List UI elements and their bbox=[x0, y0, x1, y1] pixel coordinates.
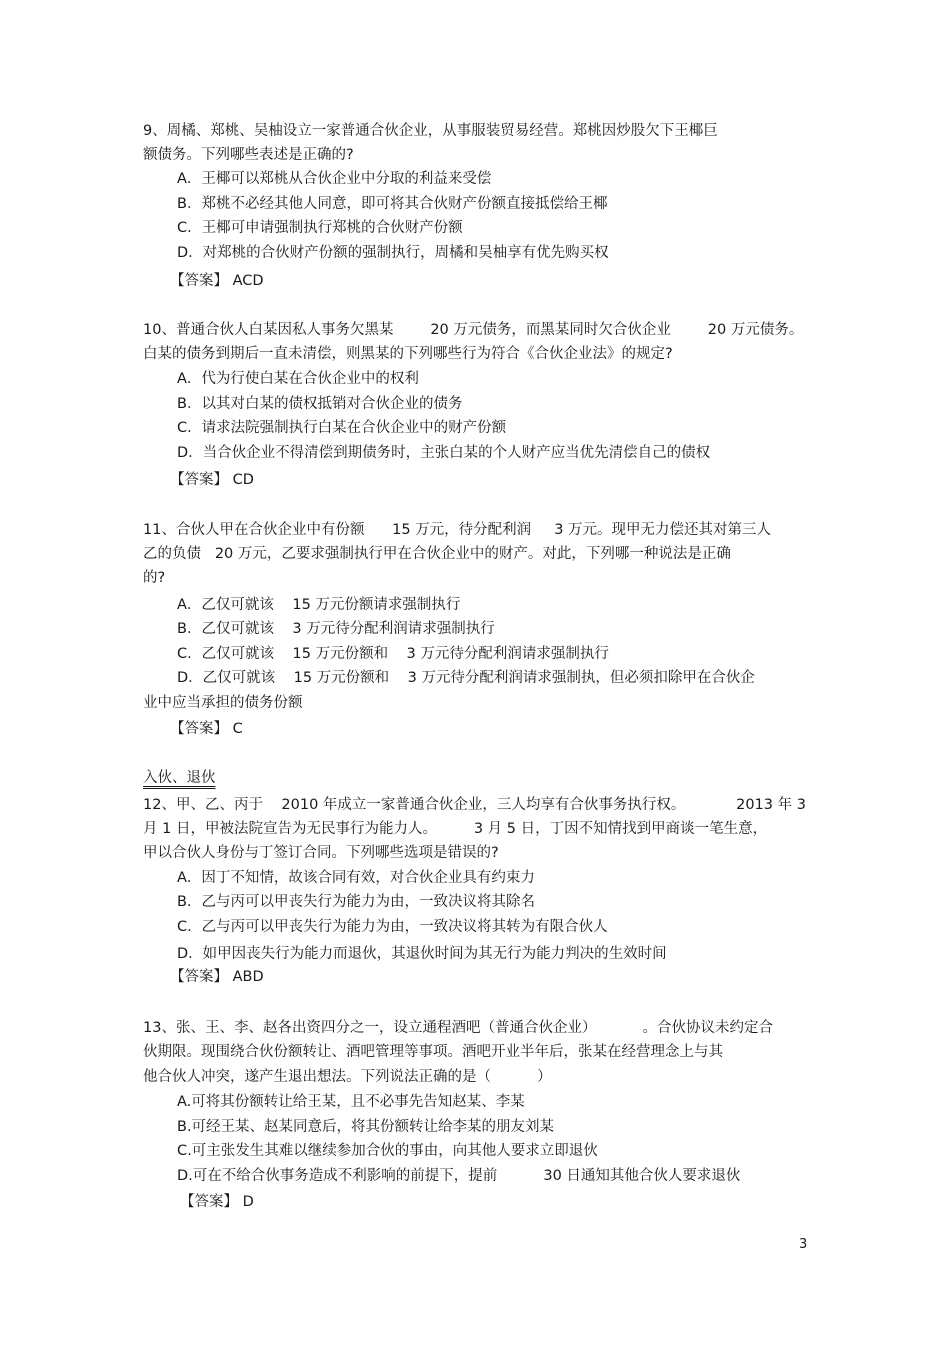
q12-stem-line-1: 12、甲、乙、丙于 2010 年成立一家普通合伙企业，三人均享有合伙事务执行权。 2013 年 3 bbox=[143, 797, 806, 813]
q12-option-b: B．乙与丙可以甲丧失行为能力为由，一致决议将其除名 bbox=[177, 894, 535, 910]
page-number: 3 bbox=[799, 1237, 808, 1252]
q11-option-c: C．乙仅可就该 15 万元份额和 3 万元待分配利润请求强制执行 bbox=[177, 646, 609, 662]
q11-option-b: B．乙仅可就该 3 万元待分配利润请求强制执行 bbox=[177, 621, 495, 637]
q10-answer: 【答案】 CD bbox=[170, 472, 254, 488]
q10-stem-line-2: 白某的债务到期后一直未清偿，则黑某的下列哪些行为符合《合伙企业法》的规定? bbox=[143, 346, 673, 362]
section-title: 入伙、退伙 bbox=[143, 770, 216, 786]
q9-stem-line-1: 9、周橘、郑桃、吴柚设立一家普通合伙企业，从事服装贸易经营。郑桃因炒股欠下王椰巨 bbox=[143, 123, 718, 139]
q10-stem-line-1: 10、普通合伙人白某因私人事务欠黑某 20 万元债务，而黑某同时欠合伙企业 20 万元债务。 bbox=[143, 322, 804, 338]
q13-option-b: B.可经王某、赵某同意后，将其份额转让给李某的朋友刘某 bbox=[177, 1119, 555, 1135]
q9-stem-line-2: 额债务。下列哪些表述是正确的? bbox=[143, 147, 354, 163]
q13-stem-line-1: 13、张、王、李、赵各出资四分之一，设立通程酒吧（普通合伙企业） 。合伙协议未约定合 bbox=[143, 1020, 774, 1036]
q10-option-d: D．当合伙企业不得清偿到期债务时，主张白某的个人财产应当优先清偿自己的债权 bbox=[177, 445, 711, 461]
q11-option-d-continuation: 业中应当承担的债务份额 bbox=[143, 695, 303, 711]
q9-option-a: A．王椰可以郑桃从合伙企业中分取的利益来受偿 bbox=[177, 171, 492, 187]
q11-stem-line-1: 11、合伙人甲在合伙企业中有份额 15 万元，待分配利润 3 万元。现甲无力偿还其对第三人 bbox=[143, 522, 772, 538]
q11-stem-line-2: 乙的负债 20 万元，乙要求强制执行甲在合伙企业中的财产。对此，下列哪一种说法是正确 bbox=[143, 546, 731, 562]
q13-option-a: A.可将其份额转让给王某，且不必事先告知赵某、李某 bbox=[177, 1094, 525, 1110]
q9-option-c: C．王椰可申请强制执行郑桃的合伙财产份额 bbox=[177, 220, 463, 236]
q11-option-d: D．乙仅可就该 15 万元份额和 3 万元待分配利润请求强制执，但必须扣除甲在合伙企 bbox=[177, 670, 755, 686]
q12-stem-line-2: 月 1 日，甲被法院宣告为无民事行为能力人。 3 月 5 日，丁因不知情找到甲商谈一笔生意， bbox=[143, 821, 768, 837]
q12-answer: 【答案】 ABD bbox=[170, 969, 264, 985]
q12-option-c: C．乙与丙可以甲丧失行为能力为由，一致决议将其转为有限合伙人 bbox=[177, 919, 608, 935]
q13-stem-line-3: 他合伙人冲突，遂产生退出想法。下列说法正确的是（ ） bbox=[143, 1069, 552, 1085]
q11-option-a: A．乙仅可就该 15 万元份额请求强制执行 bbox=[177, 597, 461, 613]
q9-option-b: B．郑桃不必经其他人同意，即可将其合伙财产份额直接抵偿给王椰 bbox=[177, 196, 608, 212]
q9-answer: 【答案】 ACD bbox=[170, 273, 264, 289]
q12-stem-line-3: 甲以合伙人身份与丁签订合同。下列哪些选项是错误的? bbox=[143, 845, 499, 861]
q12-option-a: A．因丁不知情，故该合同有效，对合伙企业具有约束力 bbox=[177, 870, 535, 886]
q13-answer: 【答案】 D bbox=[180, 1194, 254, 1210]
q10-option-b: B．以其对白某的债权抵销对合伙企业的债务 bbox=[177, 396, 463, 412]
q11-answer: 【答案】 C bbox=[170, 721, 243, 737]
q10-option-c: C．请求法院强制执行白某在合伙企业中的财产份额 bbox=[177, 420, 507, 436]
q13-option-c: C.可主张发生其难以继续参加合伙的事由，向其他人要求立即退伙 bbox=[177, 1143, 598, 1159]
q11-stem-line-3: 的? bbox=[143, 570, 166, 586]
q12-option-d: D．如甲因丧失行为能力而退伙，其退伙时间为其无行为能力判决的生效时间 bbox=[177, 946, 667, 962]
q13-stem-line-2: 伙期限。现围绕合伙份额转让、酒吧管理等事项。酒吧开业半年后，张某在经营理念上与其 bbox=[143, 1044, 723, 1060]
q13-option-d: D.可在不给合伙事务造成不利影响的前提下，提前 30 日通知其他合伙人要求退伙 bbox=[177, 1168, 741, 1184]
q10-option-a: A．代为行使白某在合伙企业中的权利 bbox=[177, 371, 419, 387]
q9-option-d: D．对郑桃的合伙财产份额的强制执行，周橘和吴柚享有优先购买权 bbox=[177, 245, 609, 261]
